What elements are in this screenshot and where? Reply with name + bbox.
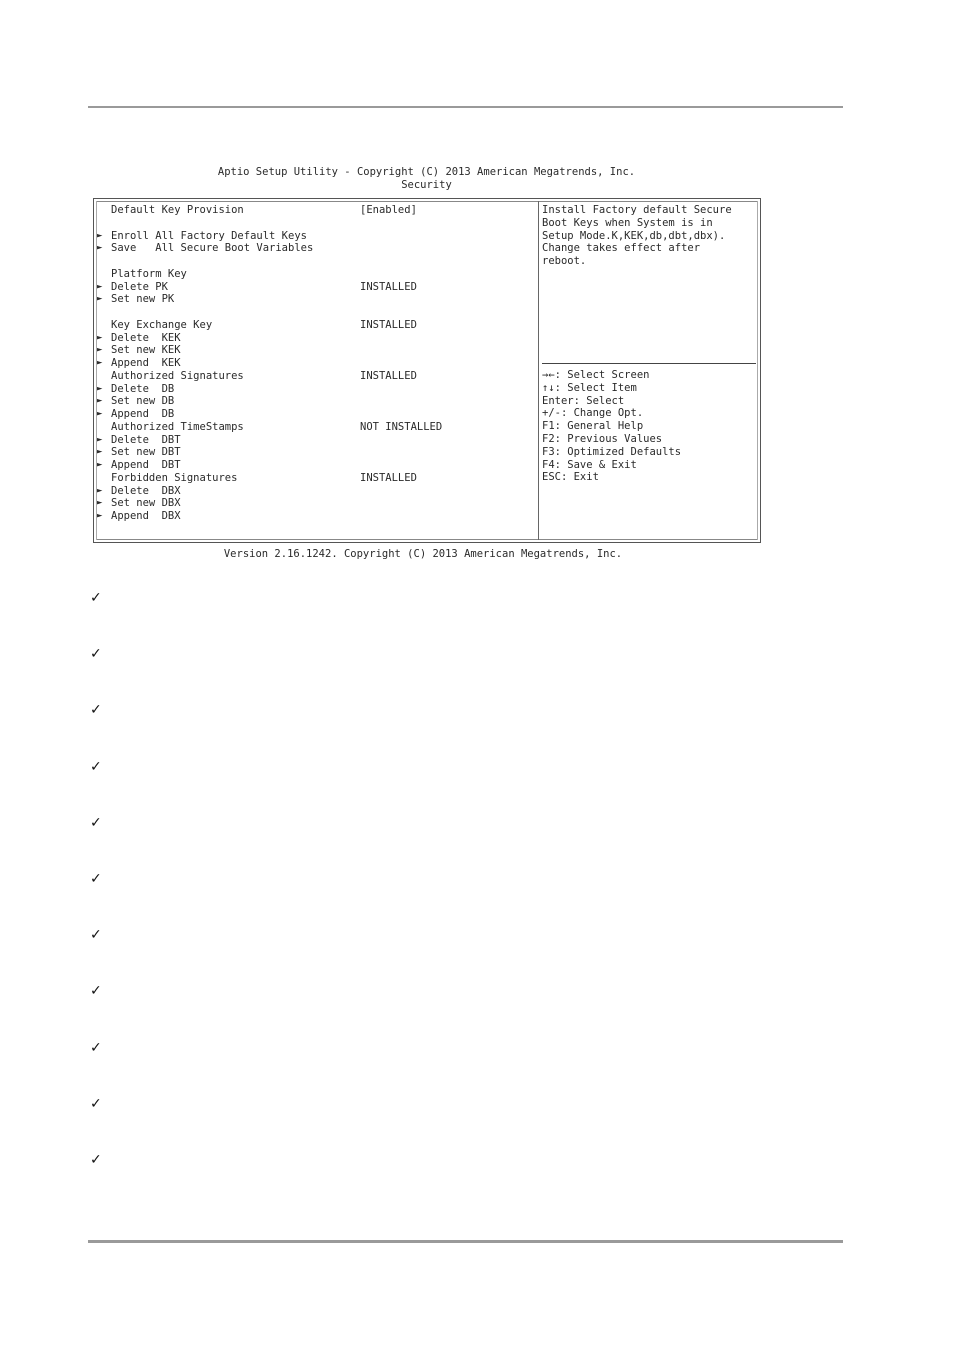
submenu-arrow-icon: ► — [97, 511, 103, 521]
checkmark-icon: ✓ — [90, 927, 102, 944]
frame-border-right — [757, 201, 758, 540]
key-select-item: ↑↓: Select Item — [542, 381, 637, 394]
submenu-arrow-icon: ► — [97, 243, 103, 254]
checkmark-icon: ✓ — [90, 871, 102, 887]
help-line: Change takes effect after — [542, 242, 701, 255]
menu-item-label: Platform Key — [111, 267, 187, 280]
menu-item[interactable] — [94, 242, 534, 255]
menu-item[interactable] — [94, 281, 534, 294]
menu-item[interactable] — [94, 319, 534, 332]
menu-item-label: Set new DBT — [111, 446, 181, 459]
menu-item[interactable] — [94, 383, 534, 396]
checkmark-icon: ✓ — [90, 646, 102, 663]
menu-item-label: Delete KEK — [111, 331, 181, 344]
menu-item-label: Set new DBX — [111, 497, 181, 510]
key-f1: F1: General Help — [542, 420, 644, 433]
menu-spacer — [94, 255, 534, 268]
menu-item-value: [Enabled] — [360, 204, 417, 216]
menu-item-value: INSTALLED — [360, 471, 417, 484]
menu-item-label: Authorized Signatures — [111, 369, 244, 382]
menu-spacer — [94, 217, 534, 230]
key-select-screen: →←: Select Screen — [542, 369, 650, 381]
menu-item[interactable] — [94, 370, 534, 383]
menu-item[interactable] — [94, 497, 534, 510]
menu-item-value: INSTALLED — [360, 318, 417, 331]
submenu-arrow-icon: ► — [97, 447, 103, 458]
menu-item[interactable] — [94, 293, 534, 306]
menu-item-value: INSTALLED — [360, 369, 417, 382]
page-top-rule — [88, 106, 843, 108]
submenu-arrow-icon: ► — [97, 358, 103, 368]
submenu-arrow-icon: ► — [97, 230, 103, 241]
page-bottom-rule — [88, 1240, 843, 1243]
key-change-opt: +/-: Change Opt. — [542, 407, 644, 420]
menu-item[interactable] — [94, 485, 534, 498]
checkmark-icon: ✓ — [90, 1152, 102, 1168]
submenu-arrow-icon: ► — [97, 294, 103, 305]
menu-item-label: Forbidden Signatures — [111, 471, 238, 484]
menu-item-label: Delete DB — [111, 382, 175, 395]
key-f3: F3: Optimized Defaults — [542, 445, 682, 458]
help-line: Setup Mode.K,KEK,db,dbt,dbx). — [542, 229, 726, 242]
menu-item[interactable] — [94, 395, 534, 408]
menu-item[interactable] — [94, 230, 534, 243]
menu-spacer — [94, 306, 534, 319]
menu-item[interactable] — [94, 204, 534, 217]
menu-item-label: Default Key Provision — [111, 204, 244, 216]
menu-item-label: Set new DB — [111, 395, 175, 408]
checkmark-icon: ✓ — [90, 702, 102, 719]
key-legend — [542, 369, 754, 484]
key-enter: Enter: Select — [542, 394, 625, 407]
menu-item[interactable] — [94, 434, 534, 447]
submenu-arrow-icon: ► — [97, 460, 103, 470]
submenu-arrow-icon: ► — [97, 485, 103, 496]
menu-item[interactable] — [94, 332, 534, 345]
submenu-arrow-icon: ► — [97, 409, 103, 419]
frame-border-bottom — [96, 539, 758, 540]
menu-item-label: Save All Secure Boot Variables — [111, 242, 314, 255]
submenu-arrow-icon: ► — [97, 345, 103, 356]
checkmark-icon: ✓ — [90, 758, 102, 775]
menu-item-label: Delete DBX — [111, 484, 181, 497]
menu-item-label: Append DB — [111, 408, 175, 420]
help-line: Install Factory default Secure — [542, 204, 732, 216]
menu-item-value: NOT INSTALLED — [360, 420, 443, 433]
help-line: reboot. — [542, 255, 587, 268]
menu-item[interactable] — [94, 357, 534, 370]
submenu-arrow-icon: ► — [97, 383, 103, 394]
menu-item-label: Set new PK — [111, 293, 175, 306]
checkmark-icon: ✓ — [90, 1095, 102, 1112]
menu-item-label: Append KEK — [111, 357, 181, 369]
menu-item[interactable] — [94, 446, 534, 459]
key-esc: ESC: Exit — [542, 471, 599, 484]
menu-item[interactable] — [94, 408, 534, 421]
menu-item[interactable] — [94, 472, 534, 485]
submenu-arrow-icon: ► — [97, 332, 103, 343]
pane-divider — [538, 201, 539, 540]
submenu-arrow-icon: ► — [97, 498, 103, 509]
submenu-arrow-icon: ► — [97, 281, 103, 292]
menu-item-label: Delete PK — [111, 280, 168, 293]
checkmark-icon: ✓ — [90, 1039, 102, 1056]
bios-setup-window — [93, 198, 761, 543]
menu-item-label: Append DBT — [111, 459, 181, 471]
checkmark-icon: ✓ — [90, 814, 102, 831]
menu-item[interactable] — [94, 421, 534, 434]
menu-item[interactable] — [94, 510, 534, 523]
menu-item-value: INSTALLED — [360, 280, 417, 293]
menu-item-label: Authorized TimeStamps — [111, 420, 244, 433]
help-line: Boot Keys when System is in — [542, 216, 713, 229]
bios-title: Aptio Setup Utility - Copyright (C) 2013 American Megatrends, Inc. — [217, 166, 636, 178]
menu-item[interactable] — [94, 459, 534, 472]
menu-item-label: Key Exchange Key — [111, 318, 213, 331]
bios-version-footer: Version 2.16.1242. Copyright (C) 2013 American Megatrends, Inc. — [223, 548, 623, 560]
submenu-arrow-icon: ► — [97, 434, 103, 445]
menu-item-label: Enroll All Factory Default Keys — [111, 229, 307, 242]
help-separator — [542, 363, 756, 364]
menu-item-label: Set new KEK — [111, 344, 181, 357]
menu-item[interactable] — [94, 268, 534, 281]
key-f4: F4: Save & Exit — [542, 458, 637, 471]
menu-item[interactable] — [94, 344, 534, 357]
checkmark-icon: ✓ — [90, 590, 102, 606]
frame-border-top — [96, 201, 758, 202]
menu-item-label: Delete DBT — [111, 433, 181, 446]
checkmark-icon: ✓ — [90, 983, 102, 1000]
bios-screen-name: Security — [401, 179, 452, 191]
key-f2: F2: Previous Values — [542, 432, 663, 445]
submenu-arrow-icon: ► — [97, 396, 103, 407]
help-panel — [542, 204, 754, 268]
menu-item-label: Append DBX — [111, 510, 181, 522]
